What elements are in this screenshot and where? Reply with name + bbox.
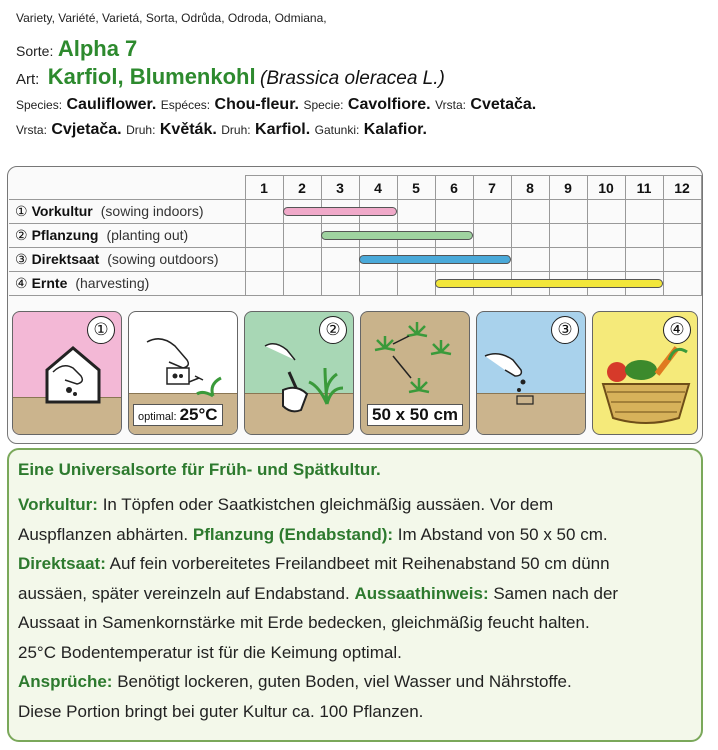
calendar-corner [9,176,245,200]
pictogram-sowing-outdoors [476,311,586,435]
step-number-badge: ④ [663,316,691,344]
calendar-cell [283,224,321,248]
month-header: 2 [283,176,321,200]
temperature-caption [133,404,223,426]
row-number: ② [15,227,28,243]
month-header: 1 [245,176,283,200]
calendar-bar [435,279,663,288]
instruction-heading: Pflanzung (Endabstand): [192,524,394,544]
calendar-cell [245,248,283,272]
caption-temperature: 25°C [179,405,218,424]
calendar-row-label [9,248,245,272]
caption-label: optimal: [138,411,177,423]
translations-line-2 [16,122,427,138]
calendar-cell [245,224,283,248]
calendar-cell [245,272,283,296]
calendar-cell [549,224,587,248]
row-name: Pflanzung [31,227,99,243]
languages-line: Variety, Variété, Varietá, Sorta, Odrůda, Odroda, Odmiana, [16,11,327,25]
translation-value: Cauliflower. [66,96,157,113]
instruction-text: Auf fein vorbereitetes Freilandbeet mit Reihenabstand 50 cm dünn [105,554,610,573]
calendar-cell [321,248,359,272]
calendar-cell [435,200,473,224]
calendar-cell [587,248,625,272]
calendar-cell [359,272,397,296]
instruction-heading: Direktsaat: [18,554,106,573]
calendar-cell [587,200,625,224]
row-name: Ernte [31,275,68,291]
instruction-heading: Vorkultur: [18,495,98,514]
month-header: 9 [549,176,587,200]
instruction-line [18,703,423,720]
calendar-row-label [9,272,245,296]
calendar-cell [397,272,435,296]
calendar-cell [663,248,701,272]
calendar-cell [663,272,701,296]
row-name: Direktsaat [31,251,100,267]
calendar-cell [397,200,435,224]
calendar-cell [625,248,663,272]
step-number-badge: ② [319,316,347,344]
calendar-row-label [9,200,245,224]
species-line [16,66,445,88]
translation-value: Cvjetača. [51,121,122,138]
pictogram-planting-out [244,311,354,435]
pictogram-sowing-indoors [12,311,122,435]
row-english: (sowing indoors) [100,203,204,219]
art-label: Art: [16,71,40,88]
calendar-bar [359,255,511,264]
instruction-text: In Töpfen oder Saatkistchen gleichmäßig aussäen. Vor dem [97,495,554,514]
calendar-cell [511,224,549,248]
row-name: Vorkultur [31,203,93,219]
translations-line-1 [16,97,536,113]
row-english: (planting out) [106,227,189,243]
instruction-text: 25°C Bodentemperatur ist für die Keimung optimal. [18,642,402,662]
instruction-line [18,526,608,543]
month-header: 11 [625,176,663,200]
instruction-line [18,673,572,690]
month-header: 8 [511,176,549,200]
translation-value: Kalafior. [363,121,427,138]
calendar-cell [549,200,587,224]
calendar-cell [245,200,283,224]
translation-value: Cavolfiore. [347,96,431,113]
month-header: 12 [663,176,701,200]
translation-label: Espéces: [160,98,211,112]
calendar-cell [321,272,359,296]
variety-label: Sorte: [16,43,54,59]
pictogram-harvesting [592,311,698,435]
row-number: ③ [15,251,28,267]
pictogram-germination [128,311,238,435]
calendar-cell [549,248,587,272]
calendar-cell [511,200,549,224]
calendar-cell [283,272,321,296]
translation-label: Gatunki: [314,123,360,137]
pictogram-spacing [360,311,470,435]
calendar-row [9,248,701,272]
month-header: 10 [587,176,625,200]
spacing-caption: 50 x 50 cm [367,404,463,426]
calendar-bar [321,231,473,240]
translation-label: Specie: [303,98,344,112]
instruction-line [18,585,618,602]
calendar-header-row [9,176,701,200]
instruction-text: Auspflanzen abhärten. [18,524,193,544]
variety-line [16,38,137,60]
instruction-text: Im Abstand von 50 x 50 cm. [393,524,608,544]
variety-name: Alpha 7 [57,36,138,61]
row-number: ④ [15,275,28,291]
instruction-line [18,496,553,513]
translation-value: Květák. [159,121,217,138]
instruction-text: Aussaat in Samenkornstärke mit Erde bedecken, gleichmäßig feucht halten. [18,613,590,632]
calendar-cell [625,224,663,248]
calendar-cell [625,200,663,224]
month-header: 7 [473,176,511,200]
instruction-line [18,644,402,661]
latin-name: (Brassica oleracea L.) [260,68,445,89]
instructions-title: Eine Universalsorte für Früh- und Spätkultur. [18,460,381,479]
instruction-text: Benötigt lockeren, guten Boden, viel Wasser und Nährstoffe. [112,672,572,691]
instruction-heading: Ansprüche: [18,672,113,691]
calendar-cell [587,224,625,248]
row-english: (harvesting) [75,275,150,291]
month-header: 5 [397,176,435,200]
month-header: 4 [359,176,397,200]
row-number: ① [15,203,28,219]
translation-value: Karfiol. [255,121,311,138]
translation-label: Vrsta: [435,98,466,112]
translation-label: Species: [16,98,63,112]
month-header: 3 [321,176,359,200]
calendar-cell [473,200,511,224]
translation-label: Druh: [126,123,156,137]
row-english: (sowing outdoors) [107,251,219,267]
instruction-line [18,555,610,572]
calendar-cell [283,248,321,272]
instruction-line [18,614,590,631]
calendar-bar [283,207,397,216]
instruction-text: Samen nach der [488,583,619,603]
translation-value: Cvetača. [470,96,537,113]
calendar-cell [473,224,511,248]
instruction-text: Diese Portion bringt bei guter Kultur ca. 100 Pflanzen. [18,701,424,721]
translation-label: Druh: [221,123,251,137]
calendar-cell [663,224,701,248]
translation-label: Vrsta: [16,123,47,137]
step-number-badge: ① [87,316,115,344]
instruction-heading: Aussaathinweis: [354,583,489,603]
instruction-text: aussäen, später vereinzeln auf Endabstand. [18,583,355,603]
translation-value: Chou-fleur. [214,96,299,113]
month-header: 6 [435,176,473,200]
calendar-row-label [9,224,245,248]
calendar-cell [511,248,549,272]
calendar-cell [663,200,701,224]
art-name: Karfiol, Blumenkohl [47,64,256,89]
step-number-badge: ③ [551,316,579,344]
